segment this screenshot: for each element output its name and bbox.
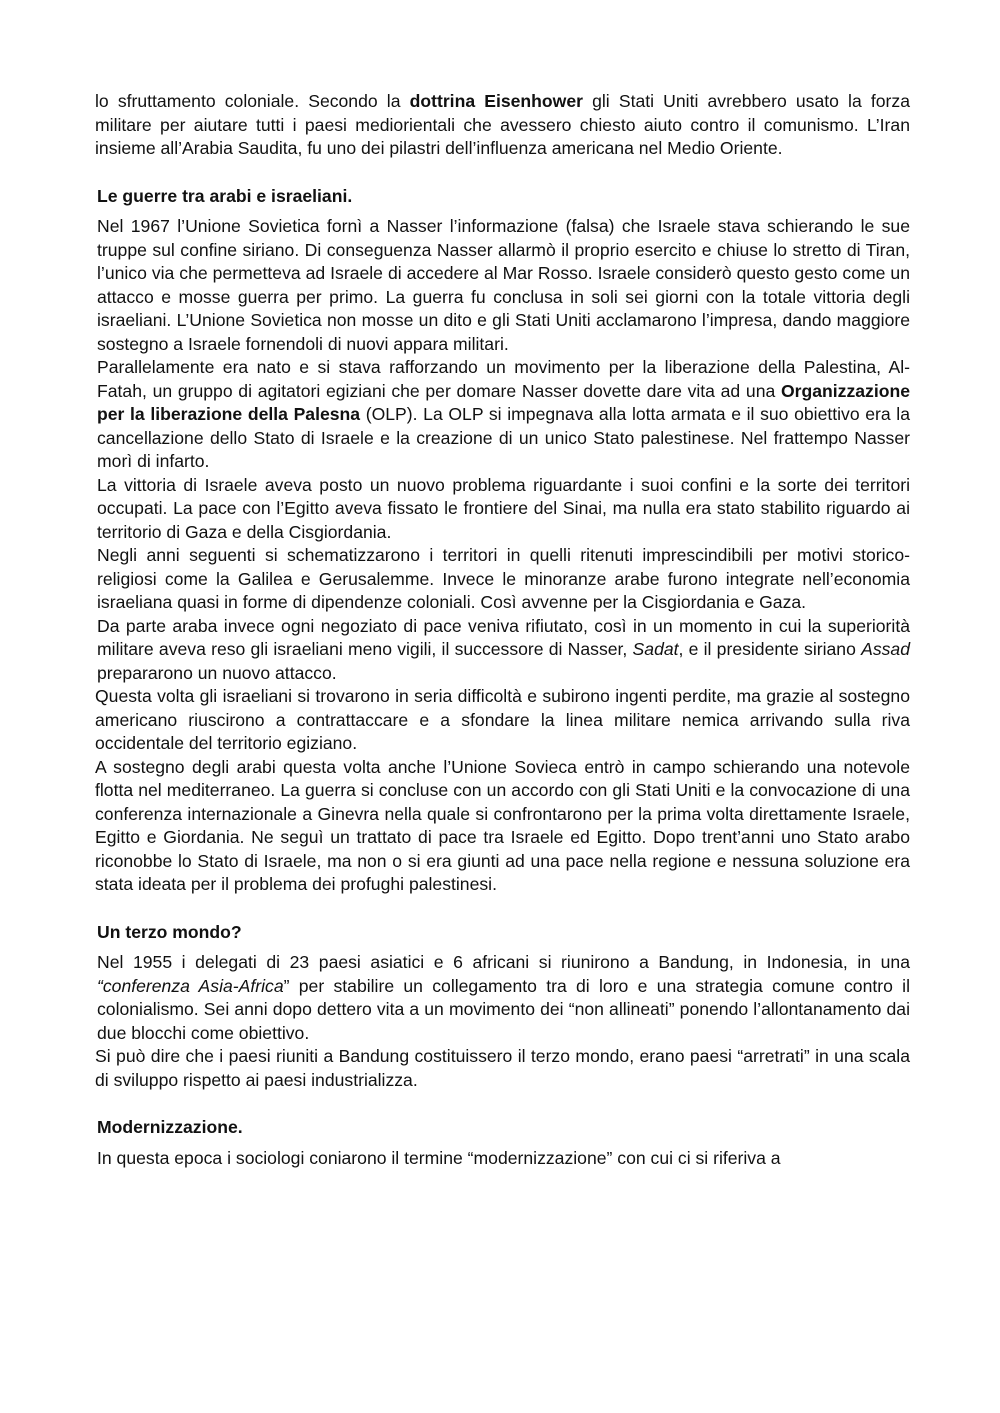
- paragraph-third-world: Si può dire che i paesi riuniti a Bandung costituissero il terzo mondo, erano paesi “arretrati” in una scala di sviluppo rispetto ai paesi industrializza.: [95, 1046, 910, 1090]
- paragraph-modernization: In questa epoca i sociologi coniarono il termine “modernizzazione” con cui ci si riferiva a: [97, 1147, 781, 1168]
- olp-text: Parallelamente era nato e si stava rafforzando un movimento per la liberazione della Palestina, Al-Fatah, un gruppo di agitatori egiziani che per domare Nasser dovette dare vita ad una: [97, 357, 910, 401]
- intro-text: lo sfruttamento coloniale. Secondo la: [95, 91, 410, 111]
- attack-text-end: prepararono un nuovo attacco.: [97, 662, 337, 683]
- bandung-text-continued: ” per stabilire un collegamento tra di loro e una strategia comune contro il colonialismo. Sei anni dopo dettero vita a un movimento dei “non allineati” ponendo l’allontanamento dai due blocchi come obiettivo.: [97, 975, 911, 1043]
- paragraph-bandung: [95, 951, 910, 1045]
- intro-bold-term: dottrina Eisenhower: [409, 91, 583, 111]
- section-heading-third-world: Un terzo mondo?: [97, 921, 242, 942]
- olp-bold-term: Organizzazione per la liberazione della Palesna: [97, 380, 910, 424]
- assad-name: Assad: [861, 639, 910, 659]
- attack-text: Da parte araba invece ogni negoziato di pace veniva rifiutato, così in un momento in cui la superiorità militare aveva reso gli israeliani meno vigili, il successore di Nasser,: [97, 615, 910, 659]
- paragraph-territories: Negli anni seguenti si schematizzarono i territori in quelli ritenuti imprescindibili per motivi storico-religiosi come la Galilea e Gerusalemme. Invece le minoranze arabe furono integrate nell’economia israeliana quasi in forme di dipendenze coloniali. Così avvenne per la Cisgiordania e Gaza.: [97, 545, 910, 612]
- paragraph-counterattack: Questa volta gli israeliani si trovarono in seria difficoltà e subirono ingenti perdite, ma grazie al sostegno americano riuscirono a contrattaccare e a sfondare la linea militare nemica arrivando sulla riva occidentale del territorio egiziano.: [95, 686, 910, 753]
- bandung-text: Nel 1955 i delegati di 23 paesi asiatici e 6 africani si riunirono a Bandung, in Indonesia, in una: [97, 952, 910, 972]
- paragraph-new-attack: [95, 615, 910, 686]
- intro-paragraph: [95, 90, 910, 161]
- paragraph-geneva: A sostegno degli arabi questa volta anche l’Unione Sovieca entrò in campo schierando una notevole flotta nel mediterraneo. La guerra si concluse con un accordo con gli Stati Uniti e la convocazione di una conferenza internazionale a Ginevra nella quale si confrontarono per la prima volta direttamente Israele, Egitto e Giordania. Ne seguì un trattato di pace tra Israele ed Egitto. Dopo trent’anni uno Stato arabo riconobbe lo Stato di Israele, ma non o si era giunti ad una pace nella regione e nessuna soluzione era stata ideata per il problema dei profughi palestinesi.: [95, 756, 910, 894]
- section-heading-modernization: Modernizzazione.: [97, 1117, 243, 1137]
- paragraph-borders: La vittoria di Israele aveva posto un nuovo problema riguardante i suoi confini e la sorte dei territori occupati. La pace con l’Egitto aveva fissato le frontiere del Sinai, ma nulla era stato stabilito riguardo ai territorio di Gaza e della Cisgiordania.: [97, 474, 910, 542]
- section-heading-arab-israeli-wars: Le guerre tra arabi e israeliani.: [97, 185, 353, 206]
- sadat-name: Sadat: [632, 639, 679, 659]
- document-body: [95, 90, 910, 1170]
- olp-text-continued: (OLP). La OLP si impegnava alla lotta armata e il suo obiettivo era la cancellazione dello Stato di Israele e la creazione di un unico Stato palestinese. Nel frattempo Nasser morì di infarto.: [97, 404, 911, 471]
- paragraph-1967-war: Nel 1967 l’Unione Sovietica fornì a Nasser l’informazione (falsa) che Israele stava schierando le sue truppe sul confine siriano. Di conseguenza Nasser allarmò il proprio esercito e chiuse lo stretto di Tiran, l’unico via che permetteva ad Israele di accedere al Mar Rosso. Israele considerò questo gesto come un attacco e mosse guerra per primo. La guerra fu conclusa in soli sei giorni con la totale vittoria degli israeliani. L’Unione Sovietica non mosse un dito e gli Stati Uniti acclamarono l’impresa, dando maggiore sostegno a Israele fornendoli di nuovi appara militari.: [97, 216, 910, 354]
- paragraph-olp: [95, 356, 910, 474]
- conference-name: “conferenza Asia-Africa: [97, 975, 284, 996]
- intro-text-continued: gli Stati Uniti avrebbero usato la forza militare per aiutare tutti i paesi mediorientali che avessero chiesto aiuto contro il comunismo. L’Iran insieme all’Arabia Saudita, fu uno dei pilastri dell’influenza americana nel Medio Oriente.: [95, 91, 910, 158]
- attack-text-mid: , e il presidente siriano: [678, 639, 862, 659]
